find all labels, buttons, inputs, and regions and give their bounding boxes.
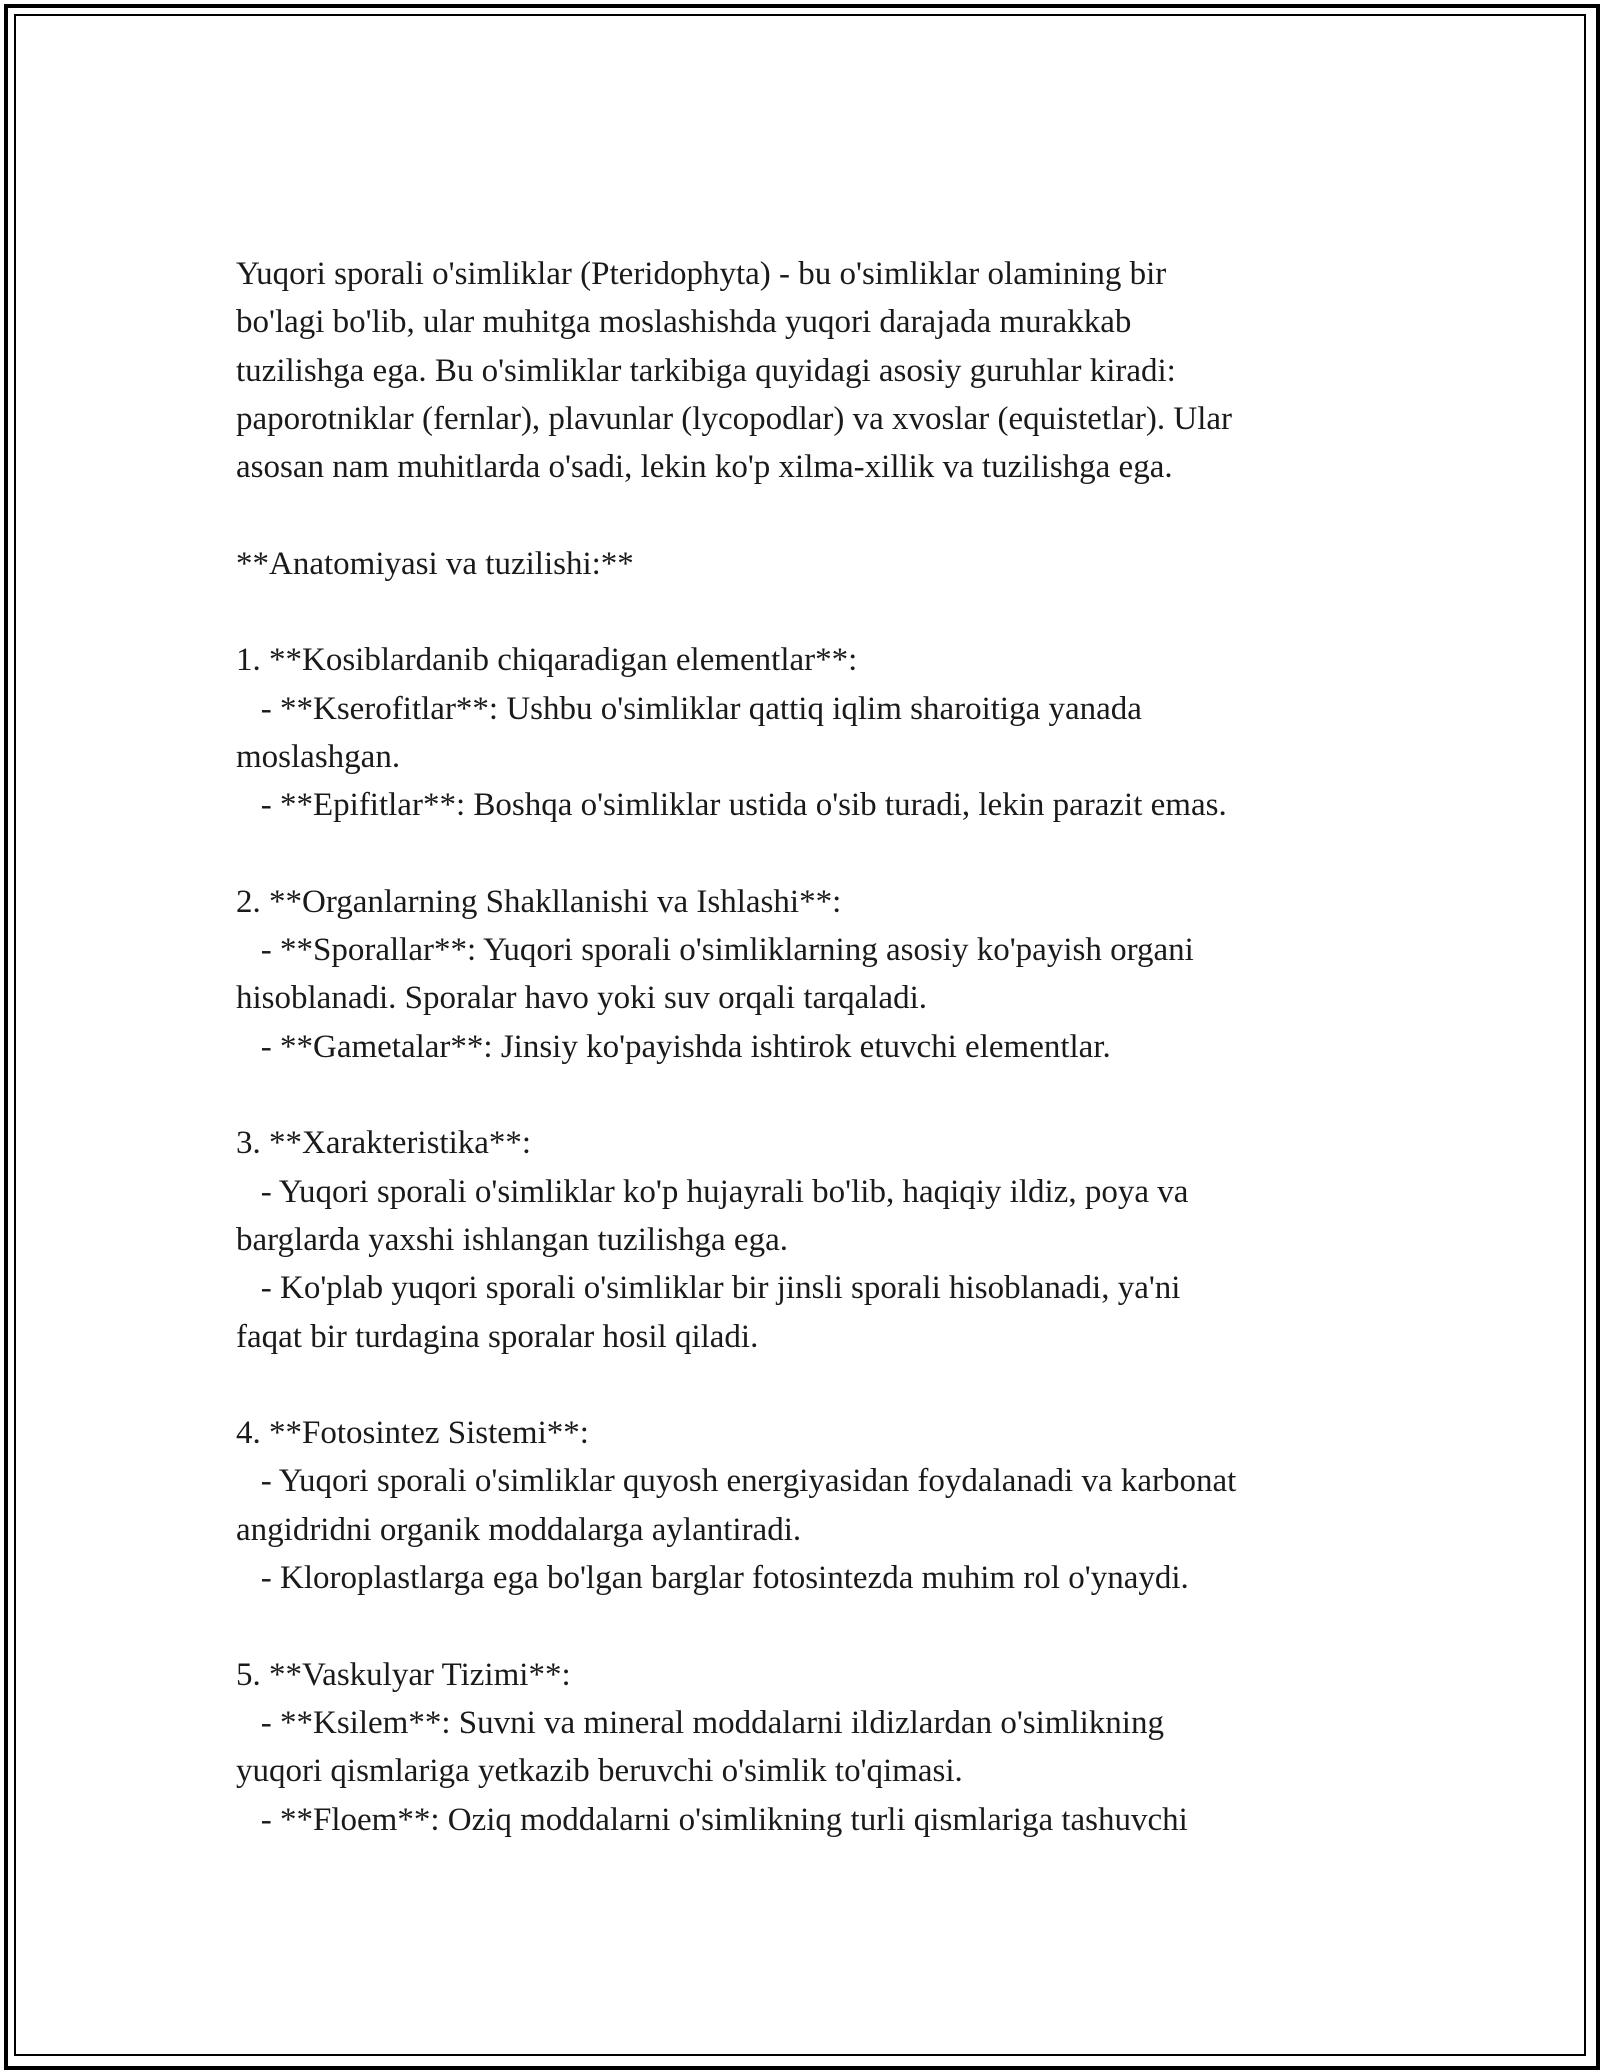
list-item: - **Sporallar**: Yuqori sporali o'simliklarning asosiy ko'payish organi — [236, 932, 1194, 969]
section-title: 3. **Xarakteristika**: — [236, 1125, 532, 1162]
spacer — [236, 588, 1396, 636]
intro-paragraph — [236, 250, 1396, 491]
list-item: - Ko'plab yuqori sporali o'simliklar bir jinsli sporali hisoblanadi, ya'ni — [236, 1270, 1181, 1307]
section-4 — [236, 1409, 1396, 1602]
list-item: - **Gametalar**: Jinsiy ko'payishda ishtirok etuvchi elementlar. — [236, 1028, 1111, 1065]
text-line: barglarda yaxshi ishlangan tuzilishga ega. — [236, 1221, 788, 1258]
list-item: - **Floem**: Oziq moddalarni o'simlikning turli qismlariga tashuvchi — [236, 1801, 1188, 1838]
list-item: - **Ksilem**: Suvni va mineral moddalarni ildizlardan o'simlikning — [236, 1704, 1164, 1741]
list-item: - **Kserofitlar**: Ushbu o'simliklar qattiq iqlim sharoitiga yanada — [236, 690, 1142, 727]
text-line: asosan nam muhitlarda o'sadi, lekin ko'p xilma-xillik va tuzilishga ega. — [236, 449, 1173, 486]
text-line: tuzilishga ega. Bu o'simliklar tarkibiga quyidagi asosiy guruhlar kiradi: — [236, 352, 1176, 389]
text-line: moslashgan. — [236, 738, 401, 775]
text-line: faqat bir turdagina sporalar hosil qiladi. — [236, 1318, 759, 1355]
section-1 — [236, 636, 1396, 829]
section-5 — [236, 1651, 1396, 1844]
spacer — [236, 491, 1396, 539]
section-title: 5. **Vaskulyar Tizimi**: — [236, 1656, 571, 1693]
text-line: Yuqori sporali o'simliklar (Pteridophyta) - bu o'simliklar olamining bir — [236, 256, 1167, 292]
section-3 — [236, 1119, 1396, 1360]
list-item: - **Epifitlar**: Boshqa o'simliklar ustida o'sib turadi, lekin parazit emas. — [236, 787, 1227, 824]
spacer — [236, 1361, 1396, 1409]
document-body — [236, 250, 1396, 1844]
spacer — [236, 1071, 1396, 1119]
section-title: 1. **Kosiblardanib chiqaradigan elementlar**: — [236, 642, 858, 679]
list-item: - Kloroplastlarga ega bo'lgan barglar fotosintezda muhim rol o'ynaydi. — [236, 1560, 1189, 1597]
text-line: hisoblanadi. Sporalar havo yoki suv orqali tarqaladi. — [236, 980, 928, 1017]
list-item: - Yuqori sporali o'simliklar quyosh energiyasidan foydalanadi va karbonat — [236, 1463, 1237, 1500]
spacer — [236, 1602, 1396, 1650]
section-heading: **Anatomiyasi va tuzilishi:** — [236, 545, 634, 582]
text-line: angidridni organik moddalarga aylantiradi. — [236, 1511, 802, 1548]
section-title: 2. **Organlarning Shakllanishi va Ishlashi**: — [236, 883, 842, 920]
section-2 — [236, 878, 1396, 1071]
text-line: paporotniklar (fernlar), plavunlar (lycopodlar) va xvoslar (equistetlar). Ular — [236, 400, 1233, 437]
text-line: bo'lagi bo'lib, ular muhitga moslashishda yuqori darajada murakkab — [236, 304, 1132, 341]
spacer — [236, 830, 1396, 878]
list-item: - Yuqori sporali o'simliklar ko'p hujayrali bo'lib, haqiqiy ildiz, poya va — [236, 1173, 1189, 1210]
section-title: 4. **Fotosintez Sistemi**: — [236, 1415, 589, 1452]
text-line: yuqori qismlariga yetkazib beruvchi o'simlik to'qimasi. — [236, 1753, 963, 1790]
